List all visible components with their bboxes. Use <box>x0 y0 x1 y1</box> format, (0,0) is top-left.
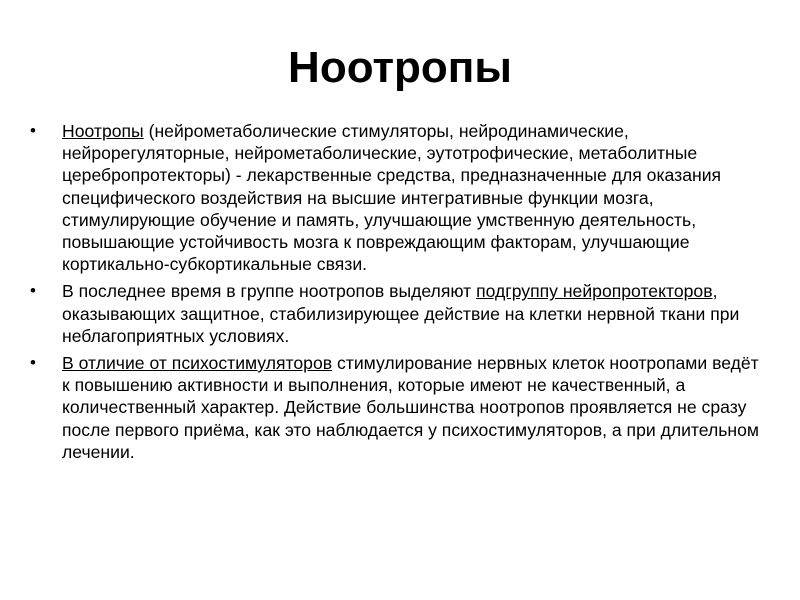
neuroprotectors-link[interactable]: подгруппу нейропротекторов <box>476 281 713 302</box>
bullet-icon: • <box>30 353 36 373</box>
bullet-text: (нейрометаболические стимуляторы, нейродинамические, нейрорегуляторные, нейрометаболические, эутотрофические, метаболитные церебропротекторы) - лекарственные средства, предназначенные для оказания специфического воздействия на высшие интегративные функции мозга, стимулирующие обучение и память, улучшающие умственную деятельность, повышающие устойчивость мозга к повреждающим факторам, улучшающие кортикально-субкортикальные связи. <box>62 121 722 275</box>
slide-title: Ноотропы <box>288 43 512 92</box>
bullet-item-2 <box>28 280 768 347</box>
bullet-icon: • <box>30 281 36 301</box>
bullet-text: стимулирование нервных клеток ноотропами ведёт к повышению активности и выполнения, которые имеют не качественный, а количественный характер. Действие большинства ноотропов проявляется не сразу после первого приёма, как это наблюдается у психостимуляторов, а при длительном лечении. <box>62 353 760 462</box>
bullet-icon: • <box>30 121 36 140</box>
nootropics-link[interactable]: Ноотропы <box>62 121 144 141</box>
bullet-item-1 <box>28 120 768 275</box>
bullet-list <box>28 120 768 468</box>
bullet-text: , оказывающих защитное, стабилизирующее действие на клетки нервной ткани при неблагоприятных условиях. <box>62 281 740 346</box>
psychostimulants-link[interactable]: В отличие от психостимуляторов <box>62 353 333 374</box>
bullet-text: В последнее время в группе ноотропов выделяют <box>62 281 477 302</box>
bullet-item-3 <box>28 352 768 463</box>
